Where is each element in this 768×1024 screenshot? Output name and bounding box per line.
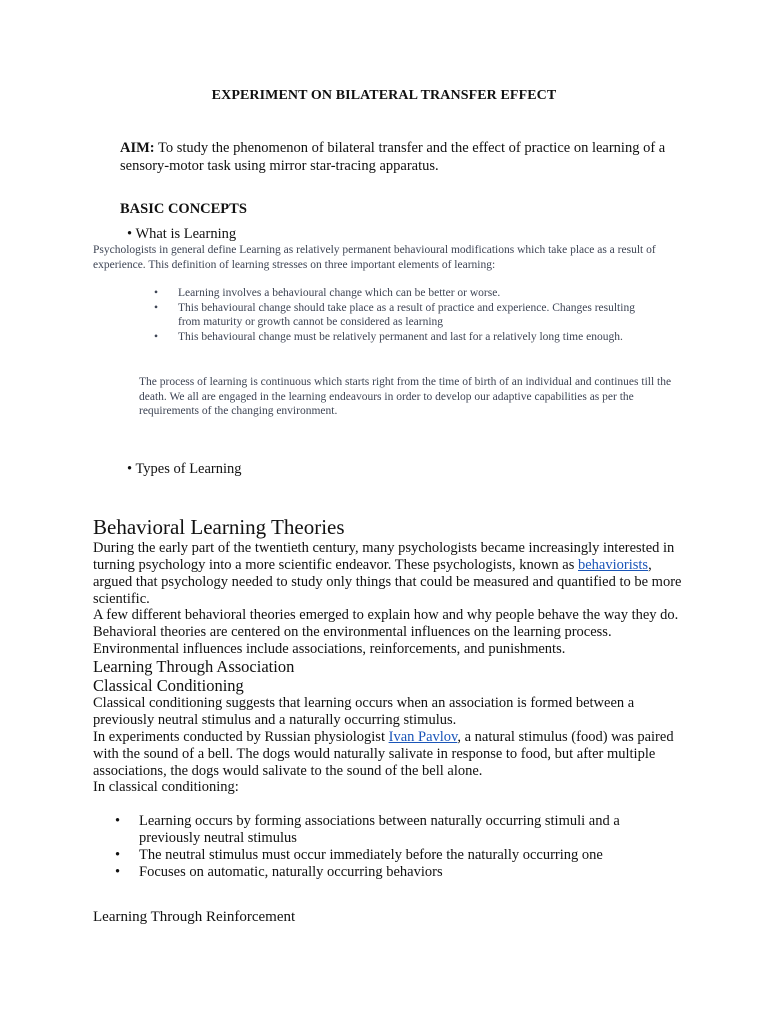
paragraph-text: , argued that psychology needed to study only things that could be measured and quantified to be more scientific. xyxy=(93,557,682,607)
learning-definition: Psychologists in general define Learning as relatively permanent behavioural modifications which take place as a result of experience. This definition of learning stresses on three important elements of learning: xyxy=(93,244,656,271)
learning-process-paragraph: The process of learning is continuous which starts right from the time of birth of an individual and continues till the death. We all are engaged in the learning endeavours in order to develop our adaptive capabilities as per the requirements of the changing environment. xyxy=(139,376,672,417)
document-title: EXPERIMENT ON BILATERAL TRANSFER EFFECT xyxy=(211,88,557,103)
classical-conditioning-heading: Classical Conditioning xyxy=(93,676,244,695)
list-item: • This behavioural change must be relatively permanent and last for a relatively long time enough. xyxy=(150,330,660,345)
list-item: • The neutral stimulus must occur immediately before the naturally occurring one xyxy=(113,847,673,864)
pavlov-paragraph xyxy=(93,729,683,780)
behavioral-theories-paragraph: A few different behavioral theories emerged to explain how and why people behave the way they do. Behavioral theories are centered on the environmental influences on the learning process. Environmental influences include associations, reinforcements, and punishments. xyxy=(93,607,679,657)
association-heading: Learning Through Association xyxy=(93,657,295,676)
learning-elements-list xyxy=(150,286,660,344)
list-item: • This behavioural change should take place as a result of practice and experience. Changes resulting from maturity or growth cannot be considered as learning xyxy=(150,301,660,330)
paragraph-text: , a natural stimulus (food) was paired with the sound of a bell. The dogs would naturally salivate in response to food, but after multiple associations, the dogs would salivate to the sound of the bell alone. xyxy=(93,729,674,779)
ivan-pavlov-link[interactable]: Ivan Pavlov xyxy=(388,729,458,745)
aim-paragraph xyxy=(120,139,680,175)
aim-label: AIM: xyxy=(120,140,155,156)
list-item: • Focuses on automatic, naturally occurring behaviors xyxy=(113,864,673,881)
reinforcement-heading: Learning Through Reinforcement xyxy=(93,909,296,925)
behavioral-theories-heading: Behavioral Learning Theories xyxy=(93,515,345,539)
what-is-learning-heading: • What is Learning xyxy=(127,226,237,242)
list-item: • Learning involves a behavioural change which can be better or worse. xyxy=(150,286,660,301)
aim-text: To study the phenomenon of bilateral transfer and the effect of practice on learning of a sensory-motor task using mirror star-tracing apparatus. xyxy=(120,140,666,174)
classical-conditioning-intro: In classical conditioning: xyxy=(93,779,239,795)
behaviorists-paragraph xyxy=(93,540,683,608)
basic-concepts-heading: BASIC CONCEPTS xyxy=(120,201,247,217)
behaviorists-link[interactable]: behaviorists xyxy=(578,557,649,573)
classical-conditioning-list xyxy=(113,813,673,881)
paragraph-text: During the early part of the twentieth century, many psychologists became increasingly interested in turning psychology into a more scientific endeavor. These psychologists, known as xyxy=(93,540,675,573)
classical-conditioning-paragraph: Classical conditioning suggests that learning occurs when an association is formed between a previously neutral stimulus and a naturally occurring stimulus. xyxy=(93,695,635,728)
paragraph-text: In experiments conducted by Russian physiologist xyxy=(93,729,389,745)
list-item: • Learning occurs by forming associations between naturally occurring stimuli and a previously neutral stimulus xyxy=(113,813,673,847)
types-of-learning-heading: • Types of Learning xyxy=(127,461,242,477)
